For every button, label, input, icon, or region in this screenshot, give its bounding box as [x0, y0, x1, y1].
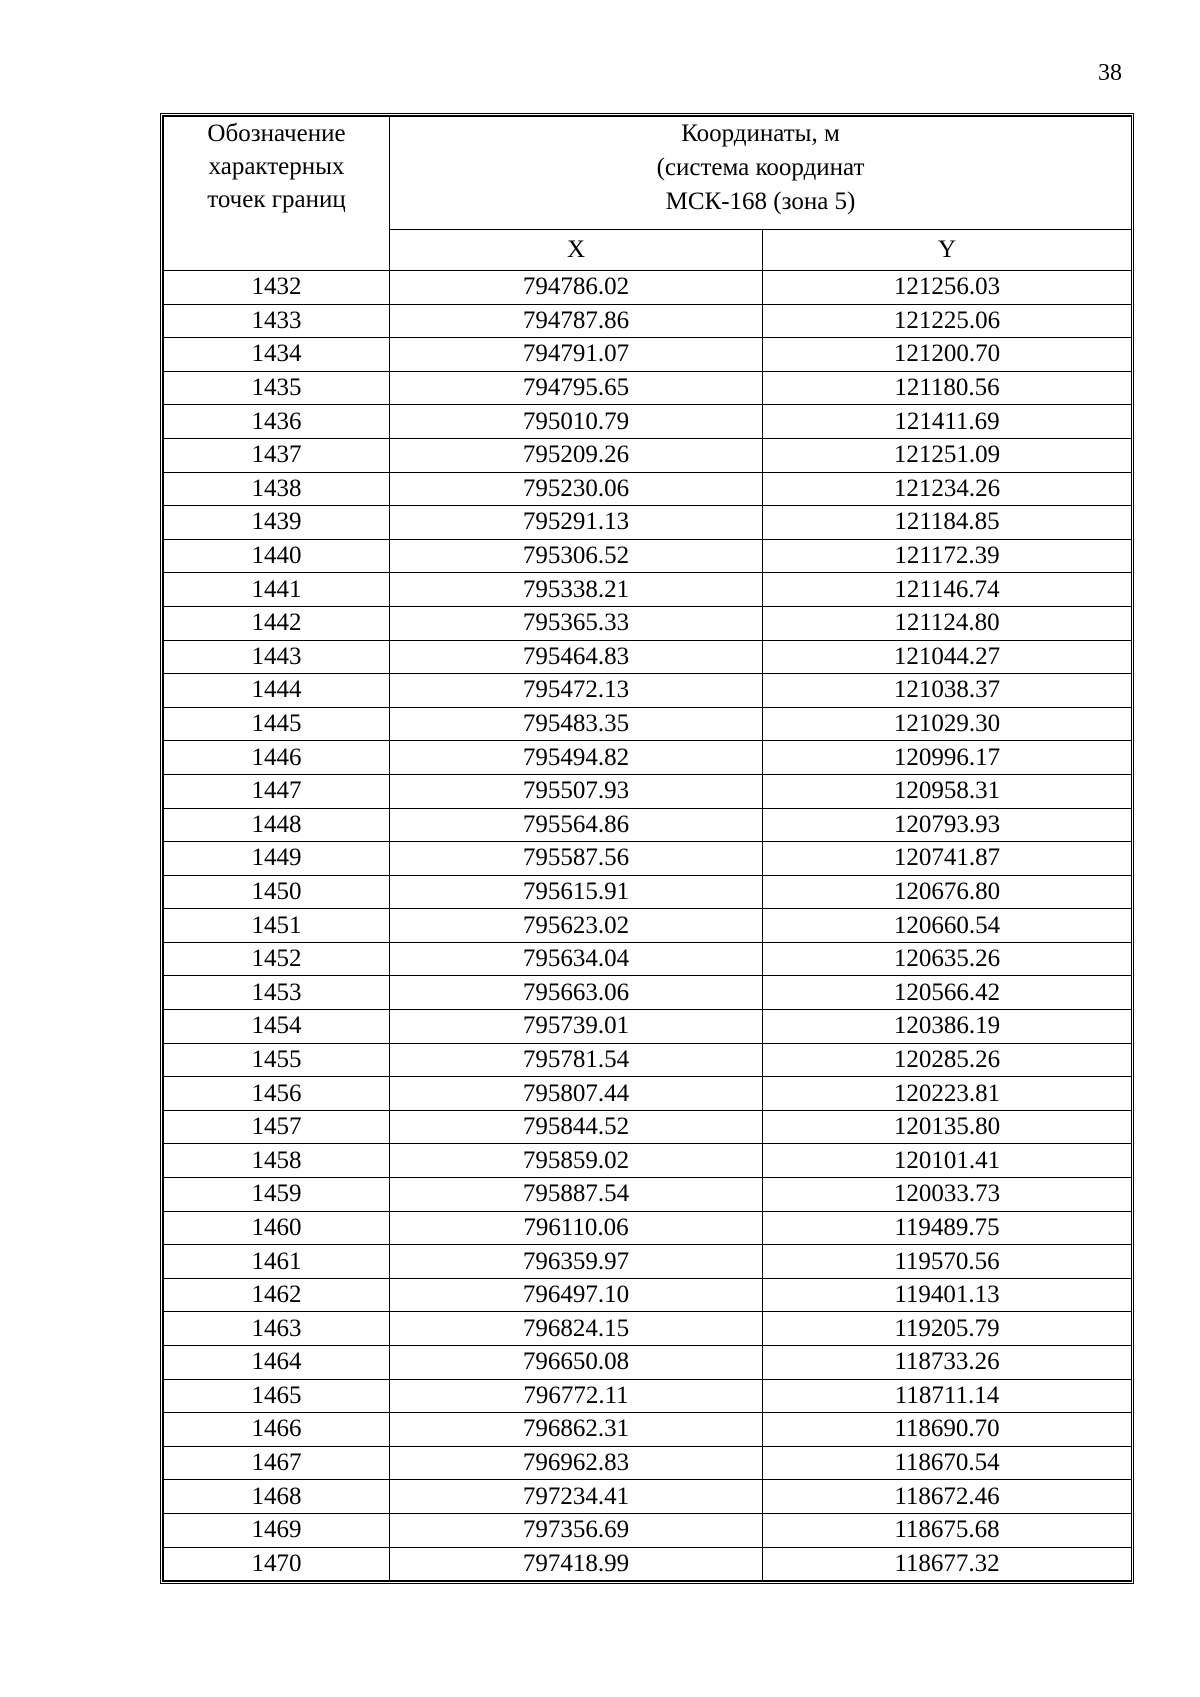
table-body: [164, 271, 1132, 1581]
table-row: [164, 774, 1132, 808]
x-cell: 795494.82: [390, 741, 763, 775]
y-cell: 119205.79: [763, 1312, 1132, 1346]
x-cell: 796824.15: [390, 1312, 763, 1346]
x-cell: 795564.86: [390, 808, 763, 842]
y-cell: 121256.03: [763, 271, 1132, 305]
table-row: [164, 1480, 1132, 1514]
x-cell: 795663.06: [390, 976, 763, 1010]
y-cell: 121146.74: [763, 573, 1132, 607]
x-cell: 795464.83: [390, 640, 763, 674]
x-cell: 796359.97: [390, 1245, 763, 1279]
table-row: [164, 1446, 1132, 1480]
y-cell: 121234.26: [763, 472, 1132, 506]
point-cell: 1459: [164, 1178, 390, 1212]
y-cell: 121200.70: [763, 338, 1132, 372]
y-cell: 120660.54: [763, 909, 1132, 943]
table-row: [164, 909, 1132, 943]
y-cell: 121184.85: [763, 506, 1132, 540]
point-cell: 1447: [164, 774, 390, 808]
table-row: [164, 1379, 1132, 1413]
y-cell: 119489.75: [763, 1211, 1132, 1245]
table-row: [164, 573, 1132, 607]
x-cell: 795291.13: [390, 506, 763, 540]
x-cell: 795844.52: [390, 1110, 763, 1144]
table-row: [164, 1077, 1132, 1111]
point-cell: 1457: [164, 1110, 390, 1144]
x-cell: 795887.54: [390, 1178, 763, 1212]
point-cell: 1450: [164, 875, 390, 909]
y-cell: 120635.26: [763, 942, 1132, 976]
x-cell: 795587.56: [390, 842, 763, 876]
x-cell: 795807.44: [390, 1077, 763, 1111]
x-cell: 794795.65: [390, 371, 763, 405]
x-cell: 795507.93: [390, 774, 763, 808]
point-cell: 1468: [164, 1480, 390, 1514]
table-row: [164, 405, 1132, 439]
y-cell: 120996.17: [763, 741, 1132, 775]
point-cell: 1448: [164, 808, 390, 842]
table-row: [164, 1178, 1132, 1212]
x-cell: 794786.02: [390, 271, 763, 305]
table-row: [164, 674, 1132, 708]
point-cell: 1449: [164, 842, 390, 876]
header-coords-line-3: МСК-168 (зона 5): [665, 188, 856, 215]
x-cell: 796862.31: [390, 1413, 763, 1447]
y-cell: 120285.26: [763, 1043, 1132, 1077]
x-cell: 795483.35: [390, 707, 763, 741]
x-cell: 797356.69: [390, 1513, 763, 1547]
point-cell: 1437: [164, 438, 390, 472]
point-cell: 1462: [164, 1278, 390, 1312]
x-cell: 797234.41: [390, 1480, 763, 1514]
table-row: [164, 271, 1132, 305]
table-row: [164, 304, 1132, 338]
table-row: [164, 842, 1132, 876]
header-x: X: [390, 230, 763, 271]
y-cell: 121180.56: [763, 371, 1132, 405]
x-cell: 795739.01: [390, 1010, 763, 1044]
table-row: [164, 371, 1132, 405]
table-row: [164, 976, 1132, 1010]
y-cell: 120223.81: [763, 1077, 1132, 1111]
coordinates-table: [163, 116, 1132, 1581]
point-cell: 1446: [164, 741, 390, 775]
table-header: [164, 117, 1132, 271]
point-cell: 1465: [164, 1379, 390, 1413]
y-cell: 120676.80: [763, 875, 1132, 909]
table-row: [164, 1547, 1132, 1581]
point-cell: 1455: [164, 1043, 390, 1077]
point-cell: 1443: [164, 640, 390, 674]
y-cell: 121172.39: [763, 539, 1132, 573]
x-cell: 795859.02: [390, 1144, 763, 1178]
point-cell: 1456: [164, 1077, 390, 1111]
table-row: [164, 1211, 1132, 1245]
x-cell: 795623.02: [390, 909, 763, 943]
page-number: 38: [1098, 60, 1122, 86]
point-cell: 1458: [164, 1144, 390, 1178]
point-cell: 1436: [164, 405, 390, 439]
y-cell: 118675.68: [763, 1513, 1132, 1547]
point-cell: 1444: [164, 674, 390, 708]
point-cell: 1466: [164, 1413, 390, 1447]
point-cell: 1440: [164, 539, 390, 573]
y-cell: 118690.70: [763, 1413, 1132, 1447]
point-cell: 1464: [164, 1346, 390, 1380]
x-cell: 796962.83: [390, 1446, 763, 1480]
point-cell: 1432: [164, 271, 390, 305]
table-row: [164, 707, 1132, 741]
x-cell: 795306.52: [390, 539, 763, 573]
point-cell: 1435: [164, 371, 390, 405]
table-row: [164, 1346, 1132, 1380]
table-row: [164, 1110, 1132, 1144]
header-coordinates: [390, 117, 1132, 230]
point-cell: 1452: [164, 942, 390, 976]
header-point-line-2: характерных: [208, 153, 345, 180]
y-cell: 118672.46: [763, 1480, 1132, 1514]
point-cell: 1434: [164, 338, 390, 372]
y-cell: 120033.73: [763, 1178, 1132, 1212]
header-point-line-1: Обозначение: [207, 120, 346, 147]
table-row: [164, 539, 1132, 573]
y-cell: 121038.37: [763, 674, 1132, 708]
header-point-line-3: точек границ: [207, 186, 346, 213]
table-row: [164, 1010, 1132, 1044]
x-cell: 795781.54: [390, 1043, 763, 1077]
table-row: [164, 1245, 1132, 1279]
table-row: [164, 640, 1132, 674]
x-cell: 796110.06: [390, 1211, 763, 1245]
point-cell: 1467: [164, 1446, 390, 1480]
y-cell: 120101.41: [763, 1144, 1132, 1178]
table-row: [164, 1312, 1132, 1346]
y-cell: 121251.09: [763, 438, 1132, 472]
y-cell: 121225.06: [763, 304, 1132, 338]
x-cell: 796772.11: [390, 1379, 763, 1413]
y-cell: 121029.30: [763, 707, 1132, 741]
x-cell: 794787.86: [390, 304, 763, 338]
table-row: [164, 1278, 1132, 1312]
point-cell: 1445: [164, 707, 390, 741]
y-cell: 118670.54: [763, 1446, 1132, 1480]
y-cell: 120741.87: [763, 842, 1132, 876]
x-cell: 794791.07: [390, 338, 763, 372]
x-cell: 795209.26: [390, 438, 763, 472]
table-row: [164, 506, 1132, 540]
y-cell: 118711.14: [763, 1379, 1132, 1413]
x-cell: 795472.13: [390, 674, 763, 708]
table-row: [164, 1043, 1132, 1077]
header-point-designation: [164, 117, 390, 271]
table-row: [164, 875, 1132, 909]
point-cell: 1470: [164, 1547, 390, 1581]
table-row: [164, 438, 1132, 472]
y-cell: 119401.13: [763, 1278, 1132, 1312]
y-cell: 118677.32: [763, 1547, 1132, 1581]
table-row: [164, 1413, 1132, 1447]
point-cell: 1451: [164, 909, 390, 943]
table-row: [164, 472, 1132, 506]
point-cell: 1463: [164, 1312, 390, 1346]
header-coords-line-2: (система координат: [656, 154, 865, 181]
y-cell: 120958.31: [763, 774, 1132, 808]
y-cell: 121411.69: [763, 405, 1132, 439]
table-row: [164, 741, 1132, 775]
y-cell: 120793.93: [763, 808, 1132, 842]
point-cell: 1433: [164, 304, 390, 338]
header-y: Y: [763, 230, 1132, 271]
header-coords-line-1: Координаты, м: [681, 120, 840, 147]
y-cell: 121044.27: [763, 640, 1132, 674]
x-cell: 795010.79: [390, 405, 763, 439]
table-row: [164, 1144, 1132, 1178]
table-row: [164, 338, 1132, 372]
table-row: [164, 1513, 1132, 1547]
y-cell: 120566.42: [763, 976, 1132, 1010]
x-cell: 795365.33: [390, 606, 763, 640]
x-cell: 795634.04: [390, 942, 763, 976]
point-cell: 1469: [164, 1513, 390, 1547]
y-cell: 120135.80: [763, 1110, 1132, 1144]
y-cell: 121124.80: [763, 606, 1132, 640]
x-cell: 796650.08: [390, 1346, 763, 1380]
point-cell: 1439: [164, 506, 390, 540]
y-cell: 120386.19: [763, 1010, 1132, 1044]
x-cell: 797418.99: [390, 1547, 763, 1581]
x-cell: 796497.10: [390, 1278, 763, 1312]
point-cell: 1454: [164, 1010, 390, 1044]
point-cell: 1442: [164, 606, 390, 640]
table-row: [164, 606, 1132, 640]
table-row: [164, 808, 1132, 842]
point-cell: 1460: [164, 1211, 390, 1245]
point-cell: 1453: [164, 976, 390, 1010]
x-cell: 795338.21: [390, 573, 763, 607]
y-cell: 118733.26: [763, 1346, 1132, 1380]
x-cell: 795615.91: [390, 875, 763, 909]
table-row: [164, 942, 1132, 976]
y-cell: 119570.56: [763, 1245, 1132, 1279]
x-cell: 795230.06: [390, 472, 763, 506]
coordinates-table-frame: [160, 113, 1134, 1584]
point-cell: 1438: [164, 472, 390, 506]
point-cell: 1441: [164, 573, 390, 607]
point-cell: 1461: [164, 1245, 390, 1279]
